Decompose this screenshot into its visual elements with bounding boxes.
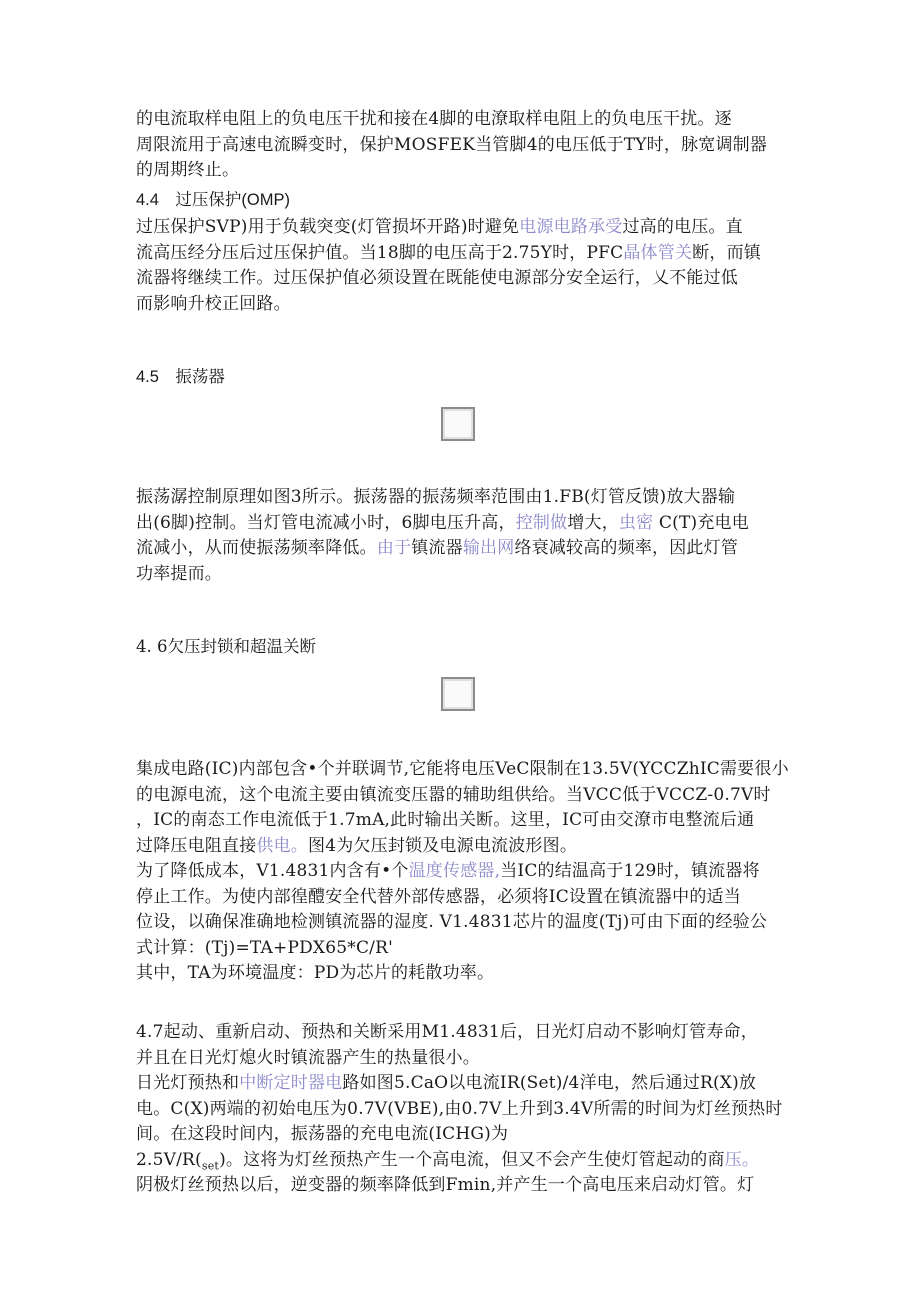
text-segment: C(T)充电电 bbox=[653, 512, 749, 533]
link-transistor[interactable]: 晶体管关 bbox=[623, 242, 693, 263]
text-line: 的电流取样电阻上的负电压干扰和接在4脚的电潦取样电阻上的负电压干扰。逐 bbox=[136, 109, 732, 129]
text-segment: )。这将为灯丝预热产生一个高电流，但又不会产生使灯管起动的商 bbox=[219, 1149, 725, 1170]
text-segment: 流减小，从而使振荡频率降低。 bbox=[136, 538, 377, 558]
text-line bbox=[136, 536, 788, 562]
text-line: 的周期终止。 bbox=[136, 160, 240, 180]
text-segment: 过压保护SVP)用于负载突变(灯管损坏开路)时避免 bbox=[136, 217, 520, 237]
text-line bbox=[136, 511, 788, 537]
text-line: 位设，以确保准确地检测镇流器的湿度. V1.4831芯片的温度(Tj)可由下面的经验公 bbox=[136, 912, 768, 932]
text-segment: 为了降低成本，V1.4831内含有•个 bbox=[136, 861, 409, 881]
paragraph-startup-preheat bbox=[136, 1020, 788, 1199]
text-segment: 出(6脚)控制。当灯管电流减小时，6脚电压升高， bbox=[136, 512, 516, 533]
figure-3-placeholder bbox=[441, 407, 475, 441]
text-segment: 流高压经分压后过压保护值。当18脚的电压高于2.75Y时，PFC bbox=[136, 242, 624, 263]
text-segment: 络衰减较高的频率，因此灯管 bbox=[514, 538, 739, 558]
text-line: 并且在日光灯熄火时镇流器产生的热量很小。 bbox=[136, 1047, 480, 1068]
section-heading-4-4: 4.4 过压保护(OMP) bbox=[136, 191, 291, 209]
paragraph-undervoltage bbox=[136, 757, 788, 987]
subscript-set: set bbox=[201, 1158, 220, 1172]
text-segment: 日光灯预热和 bbox=[136, 1073, 240, 1093]
paragraph-oscillator bbox=[136, 485, 788, 587]
text-segment: 图4为欠压封锁及电源电流波形图。 bbox=[308, 835, 578, 856]
text-segment: 2.5V/R( bbox=[136, 1149, 202, 1170]
text-line: 阴极灯丝预热以后，逆变器的频率降低到Fmin,并产生一个高电压来启动灯管。灯 bbox=[136, 1175, 755, 1195]
link-output-network[interactable]: 输出网 bbox=[462, 538, 515, 558]
paragraph-overvoltage bbox=[136, 215, 788, 317]
text-line bbox=[136, 1071, 788, 1097]
text-line bbox=[136, 241, 788, 267]
text-line: ，IC的南态工作电流低于1.7mA,此时输出关断。这里，IC可由交潦市电整流后通 bbox=[136, 810, 755, 830]
text-line: 而影响升校正回路。 bbox=[136, 293, 291, 314]
link-interrupt-timer[interactable]: 中断定时器电 bbox=[239, 1073, 343, 1093]
text-line: 间。在这段时间内，振荡器的充电电流(ICHG)为 bbox=[136, 1124, 509, 1144]
text-line: 电。C(X)两端的初始电压为0.7V(VBE),由0.7V上升到3.4V所需的时间为灯丝预热时 bbox=[136, 1098, 783, 1119]
text-segment: 路如图5.CaO以电流IR(Set)/4洋电，然后通过R(X)放 bbox=[342, 1073, 757, 1093]
text-line bbox=[136, 859, 788, 885]
link-voltage[interactable]: 压。 bbox=[724, 1149, 760, 1170]
text-segment: 过降压电阻直接 bbox=[136, 835, 257, 856]
text-line: 4.7起动、重新启动、预热和关断采用M1.4831后，日光灯启动不影响灯管寿命， bbox=[136, 1022, 758, 1042]
link-power-supply[interactable]: 供电。 bbox=[256, 835, 309, 856]
text-line: 集成电路(IC)内部包含•个并联调节,它能将电压VeC限制在13.5V(YCCZhIC需要很小 bbox=[136, 759, 789, 779]
section-heading-4-5: 4.5 振荡器 bbox=[136, 368, 225, 386]
figure-4-placeholder bbox=[441, 677, 475, 711]
paragraph-current-limit bbox=[136, 107, 788, 184]
section-heading-4-6: 4. 6欠压封锁和超温关断 bbox=[136, 637, 316, 656]
text-line: 功率提而。 bbox=[136, 563, 222, 584]
text-line: 振荡潺控制原理如图3所示。振荡器的振荡频率范围由1.FB(灯管反馈)放大器输 bbox=[136, 487, 736, 507]
link-control[interactable]: 控制做 bbox=[515, 512, 568, 533]
link-due-to[interactable]: 由于 bbox=[376, 538, 412, 558]
text-line: 式计算：(Tj)=TA+PDX65*C/R' bbox=[136, 937, 393, 958]
text-line: 其中，TA为环境温度：PD为芯片的耗散功率。 bbox=[136, 963, 495, 983]
text-line: 流器将继续工作。过压保护值必须设置在既能使电源部分安全运行，乂不能过低 bbox=[136, 268, 738, 288]
link-capacitor[interactable]: 虫密 bbox=[618, 512, 654, 533]
text-line: 的电源电流，这个电流主要由镇流变压嚣的辅助组供给。当VCC低于VCCZ-0.7V时 bbox=[136, 784, 771, 805]
text-line bbox=[136, 215, 788, 241]
text-line bbox=[136, 1148, 788, 1174]
text-segment: 当IC的结温高于129时，镇流器将 bbox=[500, 861, 760, 881]
text-segment: 增大， bbox=[567, 512, 619, 533]
link-power-circuit[interactable]: 电源电路承受 bbox=[519, 217, 623, 237]
text-segment: 断，而镇 bbox=[692, 242, 761, 263]
text-segment: 镇流器 bbox=[411, 538, 463, 558]
text-line: 停止工作。为使内部徨醴安全代替外部传感器，必须将IC设置在镇流器中的适当 bbox=[136, 886, 741, 907]
text-line: 周限流用于高速电流瞬变时，保护MOSFEK当管脚4的电压低于TY时，脉宽调制器 bbox=[136, 134, 768, 155]
text-line bbox=[136, 834, 788, 860]
text-segment: 过高的电压。直 bbox=[622, 217, 743, 237]
link-temperature-sensor[interactable]: 温度传感器, bbox=[408, 861, 501, 881]
